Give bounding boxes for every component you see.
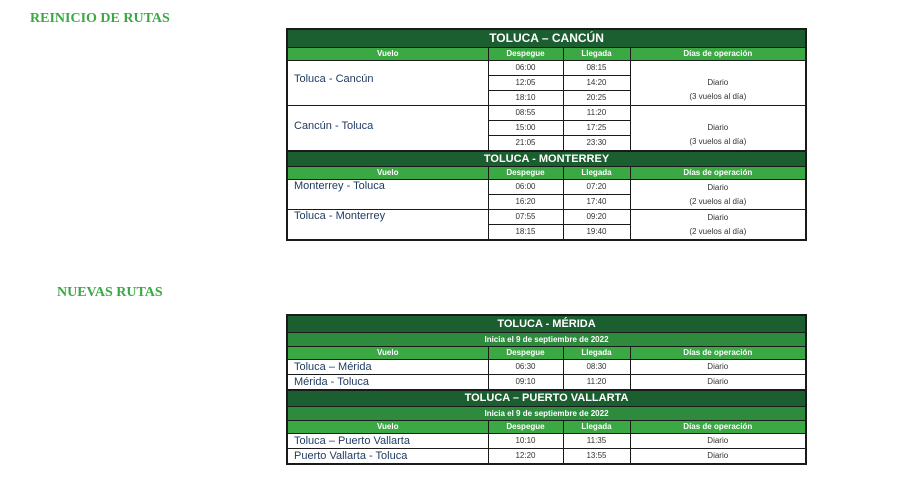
table-row (287, 449, 806, 465)
col-dias: Días de operación (630, 347, 806, 360)
arrival-time: 19:40 (563, 225, 630, 241)
col-llegada: Llegada (563, 347, 630, 360)
table-row (287, 180, 806, 195)
col-dias: Días de operación (630, 48, 806, 61)
col-llegada: Llegada (563, 167, 630, 180)
section-title-nuevas: NUEVAS RUTAS (57, 285, 163, 300)
table-row (287, 375, 806, 391)
column-header-row (287, 347, 806, 360)
arrival-time: 09:20 (563, 210, 630, 225)
route-name: Puerto Vallarta - Toluca (287, 449, 488, 465)
col-dias: Días de operación (630, 167, 806, 180)
route-name: Toluca - Cancún (287, 61, 488, 106)
operation-days (630, 61, 806, 106)
operation-days: Diario (630, 434, 806, 449)
col-dias: Días de operación (630, 421, 806, 434)
column-header-row (287, 48, 806, 61)
operation-days: Diario (630, 360, 806, 375)
departure-time: 21:05 (488, 136, 563, 152)
operation-days (630, 180, 806, 210)
col-vuelo: Vuelo (287, 167, 488, 180)
departure-time: 12:20 (488, 449, 563, 465)
col-vuelo: Vuelo (287, 48, 488, 61)
departure-time: 08:55 (488, 106, 563, 121)
col-despegue: Despegue (488, 347, 563, 360)
departure-time: 07:55 (488, 210, 563, 225)
route-group-title: TOLUCA – CANCÚN (287, 29, 806, 48)
departure-time: 06:00 (488, 180, 563, 195)
column-header-row (287, 421, 806, 434)
route-group-title: TOLUCA – PUERTO VALLARTA (287, 390, 806, 407)
route-name: Toluca - Monterrey (287, 210, 488, 241)
col-despegue: Despegue (488, 167, 563, 180)
reinicio-routes-table (286, 28, 807, 241)
nuevas-routes-table (286, 314, 807, 465)
operation-days: Diario (630, 375, 806, 391)
departure-time: 10:10 (488, 434, 563, 449)
operation-days: Diario (630, 449, 806, 465)
table-row (287, 210, 806, 225)
col-despegue: Despegue (488, 421, 563, 434)
col-llegada: Llegada (563, 421, 630, 434)
frequency-label: (3 vuelos al día) (689, 92, 747, 101)
route-name: Cancún - Toluca (287, 106, 488, 152)
arrival-time: 14:20 (563, 76, 630, 91)
route-start-date: Inicia el 9 de septiembre de 2022 (287, 407, 806, 421)
table-row (287, 360, 806, 375)
arrival-time: 11:20 (563, 375, 630, 391)
arrival-time: 07:20 (563, 180, 630, 195)
arrival-time: 23:30 (563, 136, 630, 152)
col-vuelo: Vuelo (287, 421, 488, 434)
arrival-time: 17:40 (563, 195, 630, 210)
days-label: Diario (707, 182, 729, 192)
route-group-title: TOLUCA - MÉRIDA (287, 315, 806, 333)
operation-days (630, 106, 806, 152)
arrival-time: 20:25 (563, 91, 630, 106)
operation-days (630, 210, 806, 241)
arrival-time: 17:25 (563, 121, 630, 136)
route-name: Toluca – Puerto Vallarta (287, 434, 488, 449)
days-label: Diario (707, 78, 729, 87)
route-start-date: Inicia el 9 de septiembre de 2022 (287, 333, 806, 347)
departure-time: 06:00 (488, 61, 563, 76)
frequency-label: (3 vuelos al día) (689, 137, 747, 146)
column-header-row (287, 167, 806, 180)
departure-time: 12:05 (488, 76, 563, 91)
frequency-label: (2 vuelos al día) (689, 196, 747, 206)
section-title-reinicio: REINICIO DE RUTAS (30, 11, 170, 26)
departure-time: 06:30 (488, 360, 563, 375)
departure-time: 15:00 (488, 121, 563, 136)
route-group-title: TOLUCA - MONTERREY (287, 151, 806, 167)
table-row (287, 434, 806, 449)
col-llegada: Llegada (563, 48, 630, 61)
col-vuelo: Vuelo (287, 347, 488, 360)
departure-time: 16:20 (488, 195, 563, 210)
col-despegue: Despegue (488, 48, 563, 61)
route-name: Mérida - Toluca (287, 375, 488, 391)
departure-time: 18:10 (488, 91, 563, 106)
arrival-time: 13:55 (563, 449, 630, 465)
table-row (287, 106, 806, 121)
days-label: Diario (707, 123, 729, 132)
arrival-time: 11:20 (563, 106, 630, 121)
frequency-label: (2 vuelos al día) (689, 226, 747, 236)
route-name: Monterrey - Toluca (287, 180, 488, 210)
arrival-time: 08:15 (563, 61, 630, 76)
table-row (287, 61, 806, 76)
departure-time: 18:15 (488, 225, 563, 241)
arrival-time: 08:30 (563, 360, 630, 375)
arrival-time: 11:35 (563, 434, 630, 449)
days-label: Diario (707, 212, 729, 222)
departure-time: 09:10 (488, 375, 563, 391)
route-name: Toluca – Mérida (287, 360, 488, 375)
